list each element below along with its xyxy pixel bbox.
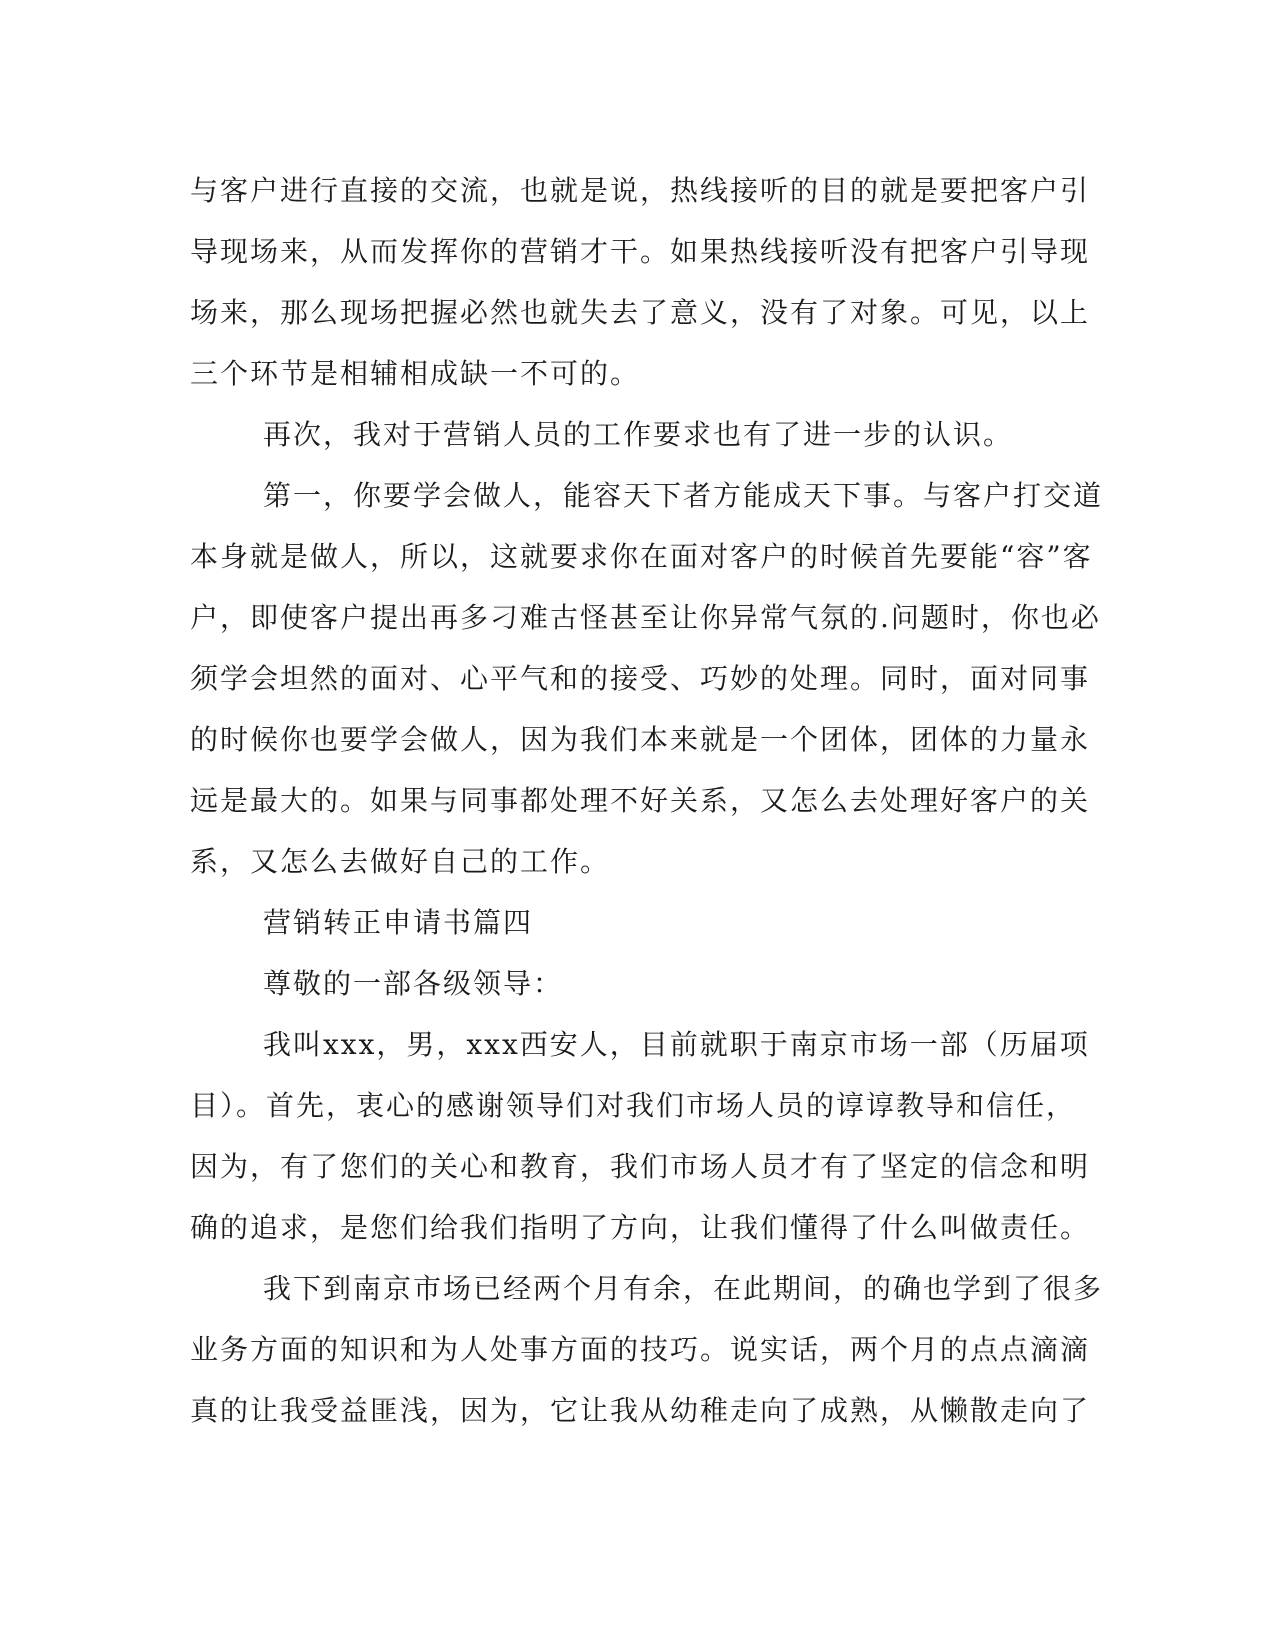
text-line: 导现场来，从而发挥你的营销才干。如果热线接听没有把客户引导现 — [190, 235, 1091, 268]
document-body — [190, 160, 1104, 1441]
salutation: 尊敬的一部各级领导： — [263, 967, 564, 1000]
text-line: 第一，你要学会做人，能容天下者方能成天下事。与客户打交道 — [263, 479, 1104, 512]
text-line: 的时候你也要学会做人，因为我们本来就是一个团体，团体的力量永 — [190, 723, 1091, 756]
text-line: 户，即使客户提出再多刁难古怪甚至让你异常气氛的.问题时，你也必 — [190, 601, 1101, 634]
text-line: 再次，我对于营销人员的工作要求也有了进一步的认识。 — [263, 418, 1014, 451]
text-line: 因为，有了您们的关心和教育，我们市场人员才有了坚定的信念和明 — [190, 1150, 1091, 1183]
text-line: 三个环节是相辅相成缺一不可的。 — [190, 357, 641, 390]
text-line: 与客户进行直接的交流，也就是说，热线接听的目的就是要把客户引 — [190, 174, 1091, 207]
text-line: 真的让我受益匪浅，因为，它让我从幼稚走向了成熟，从懒散走向了 — [190, 1394, 1091, 1427]
text-line: 我叫xxx，男，xxx西安人，目前就职于南京市场一部（历届项 — [263, 1028, 1090, 1061]
text-line: 目）。首先，衷心的感谢领导们对我们市场人员的谆谆教导和信任， — [190, 1089, 1077, 1122]
text-line: 业务方面的知识和为人处事方面的技巧。说实话，两个月的点点滴滴 — [190, 1333, 1091, 1366]
text-line: 确的追求，是您们给我们指明了方向，让我们懂得了什么叫做责任。 — [190, 1211, 1091, 1244]
text-line: 须学会坦然的面对、心平气和的接受、巧妙的处理。同时，面对同事 — [190, 662, 1091, 695]
section-heading: 营销转正申请书篇四 — [263, 906, 534, 939]
text-line: 我下到南京市场已经两个月有余，在此期间，的确也学到了很多 — [263, 1272, 1104, 1305]
text-line: 远是最大的。如果与同事都处理不好关系，又怎么去处理好客户的关 — [190, 784, 1091, 817]
text-line: 场来，那么现场把握必然也就失去了意义，没有了对象。可见，以上 — [190, 296, 1091, 329]
text-line: 本身就是做人，所以，这就要求你在面对客户的时候首先要能“容”客 — [190, 540, 1093, 573]
text-line: 系，又怎么去做好自己的工作。 — [190, 845, 611, 878]
